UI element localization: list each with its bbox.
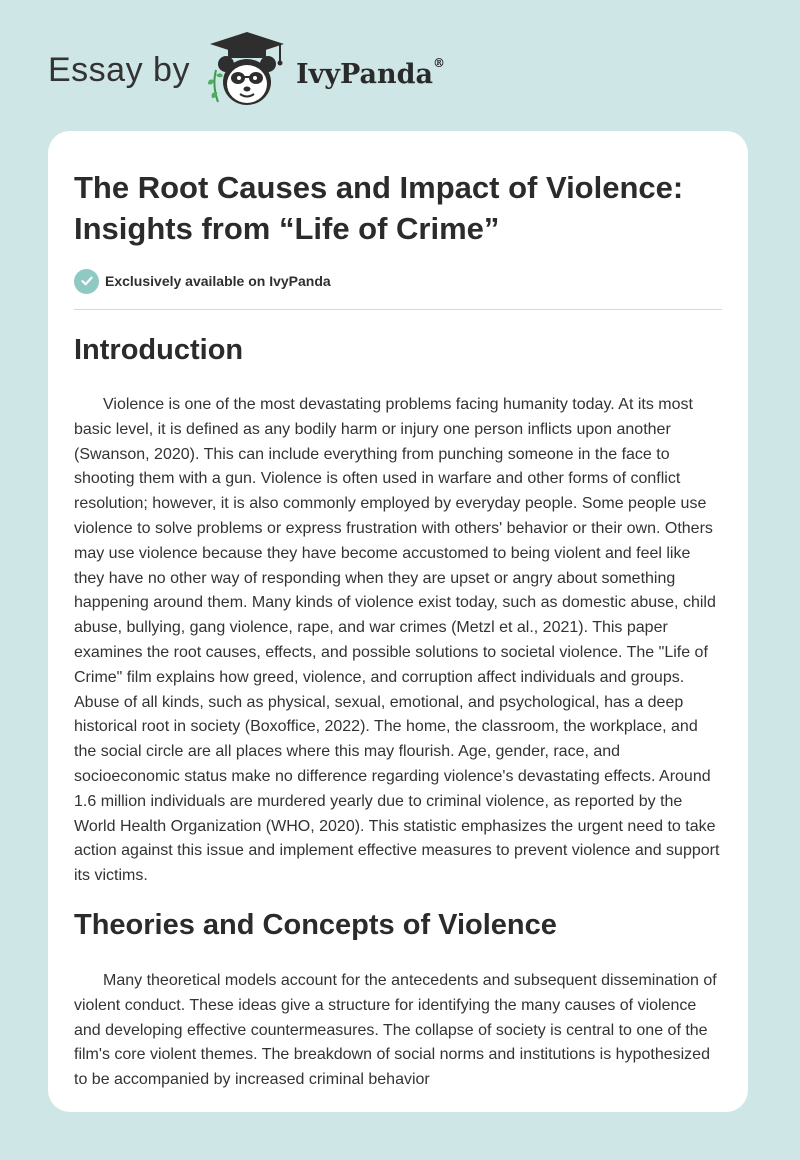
essay-by-label: Essay by	[48, 50, 190, 89]
divider	[74, 309, 722, 310]
check-icon	[74, 269, 99, 294]
exclusive-badge	[74, 267, 722, 295]
brand-name-text: IvyPanda	[295, 58, 434, 90]
badge-text: Exclusively available on IvyPanda	[105, 273, 331, 289]
section-paragraph-introduction: Violence is one of the most devastating problems facing humanity today. At its most basic level, it is defined as any bodily harm or injury one person inflicts upon another (Swanson, 2020). This can include everything from punching someone in the face to shooting them with a gun. Violence is often used in warfare and other forms of conflict resolution; however, it is also commonly employed by everyday people. Some people use violence to solve problems or express frustration with others' behavior or their own. Others may use violence because they have become accustomed to being violent and feel like they have no other way of responding when they are upset or angry about something happening around them. Many kinds of violence exist today, such as domestic abuse, child abuse, bullying, gang violence, rape, and war crimes (Metzl et al., 2021). This paper examines the root causes, effects, and possible solutions to societal violence. The "Life of Crime" film explains how greed, violence, and corruption affect individuals and groups. Abuse of all kinds, such as physical, sexual, emotional, and psychological, has a deep historical root in society (Boxoffice, 2022). The home, the classroom, the workplace, and the social circle are all places where this may flourish. Age, gender, race, and socioeconomic status make no difference regarding violence's devastating effects. Around 1.6 million individuals are murdered yearly due to criminal violence, as reported by the World Health Organization (WHO, 2020). This statistic emphasizes the urgent need to take action against this issue and implement effective measures to prevent violence and support its victims.	[74, 396, 720, 885]
essay-title: The Root Causes and Impact of Violence: Insights from “Life of Crime”	[74, 170, 684, 246]
section-paragraph-theories: Many theoretical models account for the antecedents and subsequent dissemination of violent conduct. These ideas give a structure for identifying the many causes of violence and developing effective countermeasures. The collapse of society is central to one of the film's core violent themes. The breakdown of social norms and institutions is hypothesized to be accompanied by increased criminal behavior	[74, 971, 717, 1089]
site-header	[48, 30, 445, 110]
brand-name[interactable]	[295, 55, 446, 90]
section-heading-introduction: Introduction	[74, 334, 244, 366]
essay-card	[48, 131, 748, 1112]
section-heading-theories: Theories and Concepts of Violence	[74, 908, 557, 941]
registered-mark: ®	[433, 55, 446, 70]
ivypanda-logo-icon[interactable]	[204, 30, 290, 110]
